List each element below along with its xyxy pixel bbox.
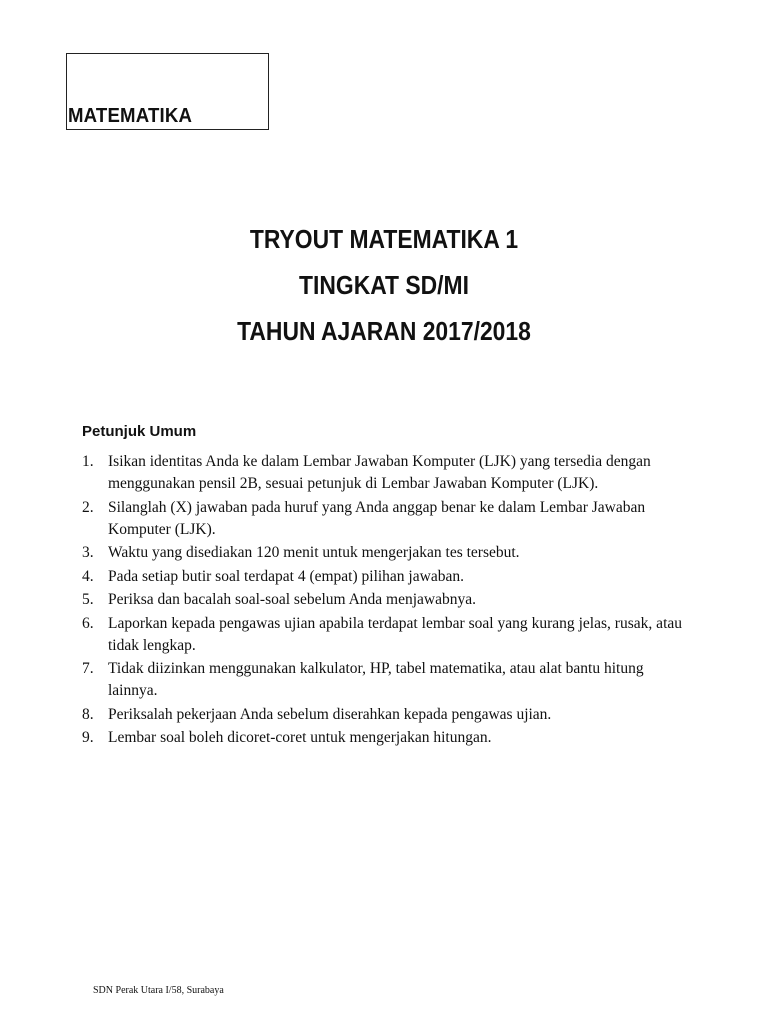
instruction-item (82, 542, 682, 564)
general-instructions (82, 421, 682, 751)
subject-box (66, 53, 269, 130)
instruction-number: 8. (82, 705, 94, 723)
instruction-text: Periksa dan bacalah soal-soal sebelum Anda menjawabnya. (108, 591, 477, 608)
instruction-item (82, 727, 682, 749)
title-line-level: TINGKAT SD/MI (299, 270, 469, 300)
instruction-text: Lembar soal boleh dicoret-coret untuk mengerjakan hitungan. (108, 729, 492, 746)
instruction-number: 4. (82, 567, 94, 585)
instruction-item (82, 497, 682, 541)
document-title (0, 216, 768, 354)
instruction-item (82, 704, 682, 726)
instruction-number: 6. (82, 614, 94, 632)
subject-label: MATEMATIKA (68, 105, 193, 127)
instruction-item (82, 589, 682, 611)
instruction-list (82, 451, 682, 749)
instruction-number: 2. (82, 498, 94, 516)
title-line-tryout: TRYOUT MATEMATIKA 1 (249, 224, 519, 254)
instruction-item (82, 566, 682, 588)
instruction-item (82, 451, 682, 495)
instruction-item (82, 613, 682, 657)
instruction-text: Waktu yang disediakan 120 menit untuk mengerjakan tes tersebut. (108, 544, 520, 561)
instruction-number: 9. (82, 729, 94, 746)
page-footer: SDN Perak Utara I/58, Surabaya (93, 985, 224, 996)
instruction-number: 3. (82, 544, 94, 561)
instruction-item (82, 658, 682, 702)
title-line-school-year: TAHUN AJARAN 2017/2018 (237, 316, 531, 346)
instruction-number: 7. (82, 660, 94, 677)
instruction-number: 5. (82, 591, 94, 608)
instruction-text: Laporkan kepada pengawas ujian apabila terdapat lembar soal yang kurang jelas, rusak, atau tidak lengkap. (108, 614, 682, 654)
instruction-number: 1. (82, 453, 94, 470)
instruction-text: Isikan identitas Anda ke dalam Lembar Jawaban Komputer (LJK) yang tersedia dengan menggunakan pensil 2B, sesuai petunjuk di Lembar Jawaban Komputer (LJK). (108, 453, 651, 492)
instruction-text: Periksalah pekerjaan Anda sebelum diserahkan kepada pengawas ujian. (108, 705, 552, 723)
instructions-heading: Petunjuk Umum (82, 423, 197, 440)
instruction-text: Tidak diizinkan menggunakan kalkulator, HP, tabel matematika, atau alat bantu hitung lainnya. (108, 660, 644, 699)
instruction-text: Pada setiap butir soal terdapat 4 (empat) pilihan jawaban. (108, 567, 464, 585)
instruction-text: Silanglah (X) jawaban pada huruf yang Anda anggap benar ke dalam Lembar Jawaban Komputer (LJK). (108, 498, 646, 538)
